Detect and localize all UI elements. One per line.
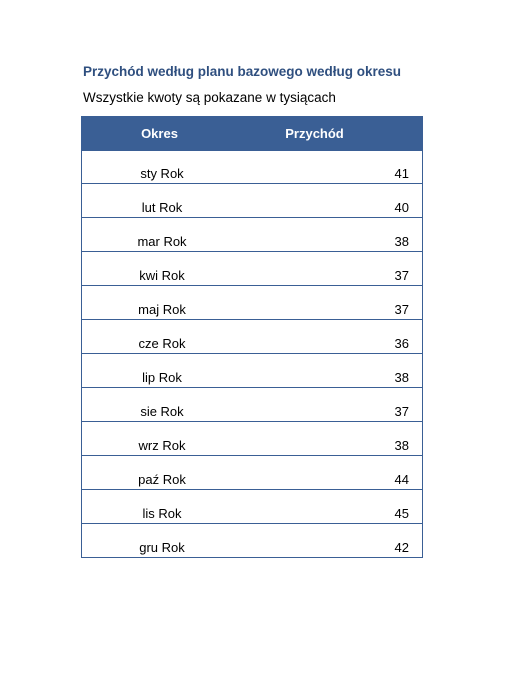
- period-cell: wrz Rok: [138, 438, 186, 453]
- table-header: [82, 116, 422, 150]
- table-row: [82, 150, 422, 184]
- table-row: [82, 388, 422, 422]
- period-cell: lut Rok: [141, 200, 183, 215]
- revenue-cell: 37: [394, 268, 409, 283]
- table-row: [82, 456, 422, 490]
- table-row: [82, 422, 422, 456]
- period-cell: cze Rok: [138, 336, 186, 351]
- table-row: [82, 524, 422, 558]
- revenue-cell: 36: [394, 336, 409, 351]
- period-cell: maj Rok: [138, 302, 186, 317]
- period-cell: mar Rok: [137, 234, 187, 249]
- report-title: Przychód według planu bazowego według okresu: [83, 64, 402, 79]
- table-row: [82, 218, 422, 252]
- revenue-cell: 45: [394, 506, 409, 521]
- revenue-cell: 37: [394, 302, 409, 317]
- period-cell: sie Rok: [140, 404, 184, 419]
- report-subtitle: Wszystkie kwoty są pokazane w tysiącach: [83, 90, 336, 105]
- period-cell: gru Rok: [139, 540, 185, 555]
- revenue-table: [81, 116, 423, 558]
- revenue-cell: 38: [394, 234, 409, 249]
- table-row: [82, 320, 422, 354]
- revenue-cell: 44: [394, 472, 409, 487]
- revenue-cell: 38: [394, 370, 409, 385]
- table-row: [82, 184, 422, 218]
- period-cell: kwi Rok: [139, 268, 185, 283]
- revenue-cell: 42: [394, 540, 409, 555]
- column-header-period: Okres: [141, 125, 178, 141]
- table-body: [82, 150, 422, 558]
- revenue-cell: 38: [394, 438, 409, 453]
- period-cell: lis Rok: [142, 506, 182, 521]
- table-row: [82, 354, 422, 388]
- period-cell: paź Rok: [138, 472, 186, 487]
- table-row: [82, 286, 422, 320]
- column-header-revenue: Przychód: [285, 125, 344, 141]
- period-cell: sty Rok: [140, 166, 184, 181]
- revenue-cell: 37: [394, 404, 409, 419]
- revenue-cell: 41: [394, 166, 409, 181]
- revenue-cell: 40: [394, 200, 409, 215]
- period-cell: lip Rok: [142, 370, 182, 385]
- table-row: [82, 490, 422, 524]
- table-row: [82, 252, 422, 286]
